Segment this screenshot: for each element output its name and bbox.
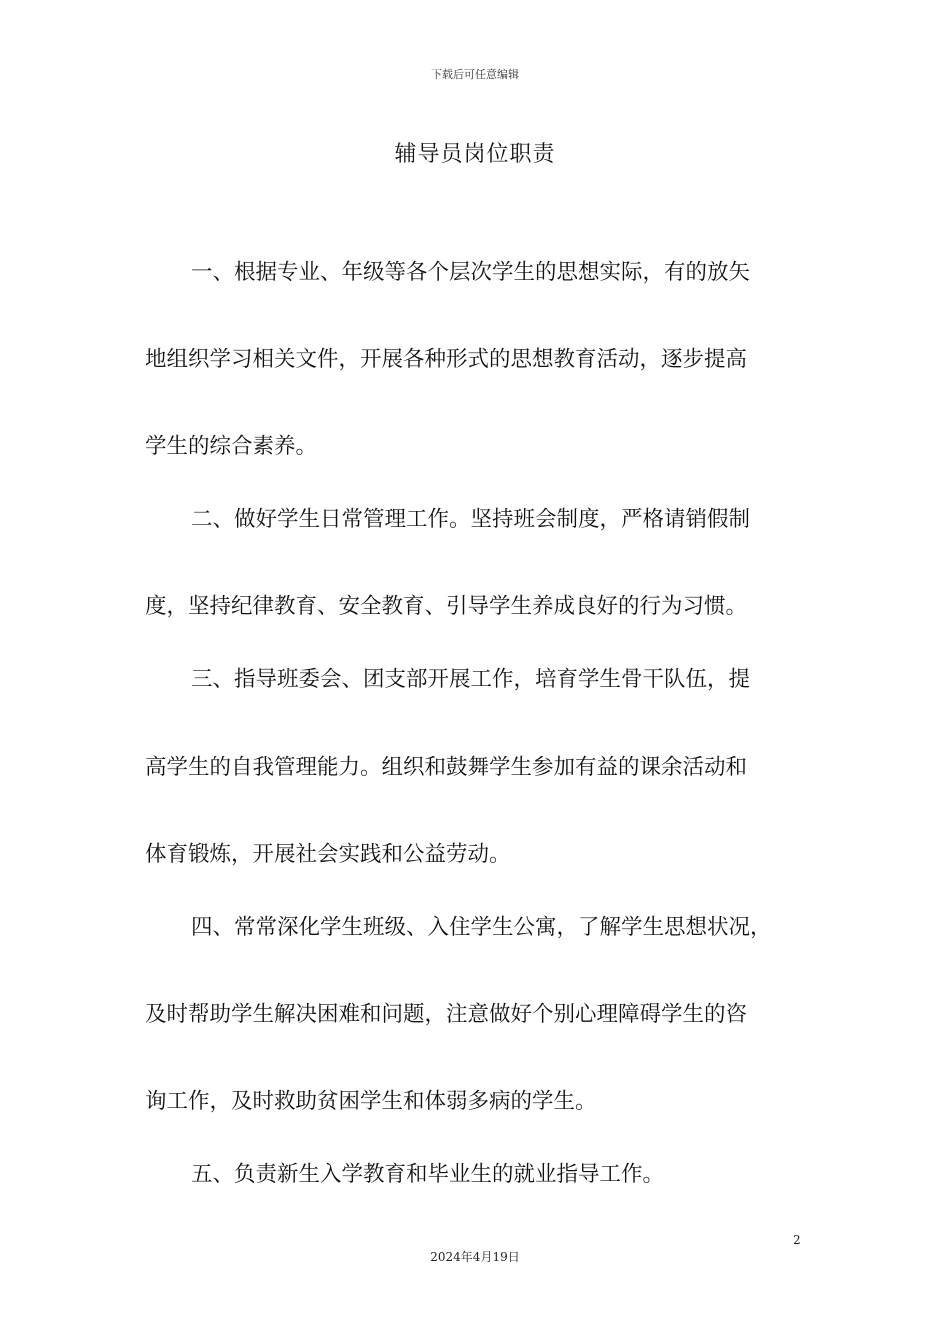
paragraph-4-line-2: 及时帮助学生解决困难和问题，注意做好个别心理障碍学生的咨 [145, 1002, 748, 1027]
header-note: 下载后可任意编辑 [431, 68, 519, 81]
footer-date: 2024年4月19日 [430, 1250, 520, 1264]
paragraph-1-line-1: 一、根据专业、年级等各个层次学生的思想实际，有的放矢 [191, 260, 751, 285]
paragraph-4-line-1: 四、常常深化学生班级、入住学生公寓，了解学生思想状况， [191, 915, 772, 940]
paragraph-5-line-1: 五、负责新生入学教育和毕业生的就业指导工作。 [191, 1162, 665, 1187]
paragraph-2-line-1: 二、做好学生日常管理工作。坚持班会制度，严格请销假制 [191, 507, 751, 532]
paragraph-4-line-3: 询工作，及时救助贫困学生和体弱多病的学生。 [145, 1089, 597, 1114]
paragraph-2-line-2: 度，坚持纪律教育、安全教育、引导学生养成良好的行为习惯。 [145, 594, 748, 619]
page-number: 2 [793, 1233, 801, 1247]
document-title: 辅导员岗位职责 [394, 142, 556, 167]
paragraph-1-line-2: 地组织学习相关文件，开展各种形式的思想教育活动，逐步提高 [145, 347, 748, 372]
paragraph-3-line-3: 体育锻炼，开展社会实践和公益劳动。 [145, 842, 511, 867]
paragraph-3-line-1: 三、指导班委会、团支部开展工作，培育学生骨干队伍，提 [191, 667, 751, 692]
paragraph-3-line-2: 高学生的自我管理能力。组织和鼓舞学生参加有益的课余活动和 [145, 755, 748, 780]
paragraph-1-line-3: 学生的综合素养。 [145, 434, 318, 459]
